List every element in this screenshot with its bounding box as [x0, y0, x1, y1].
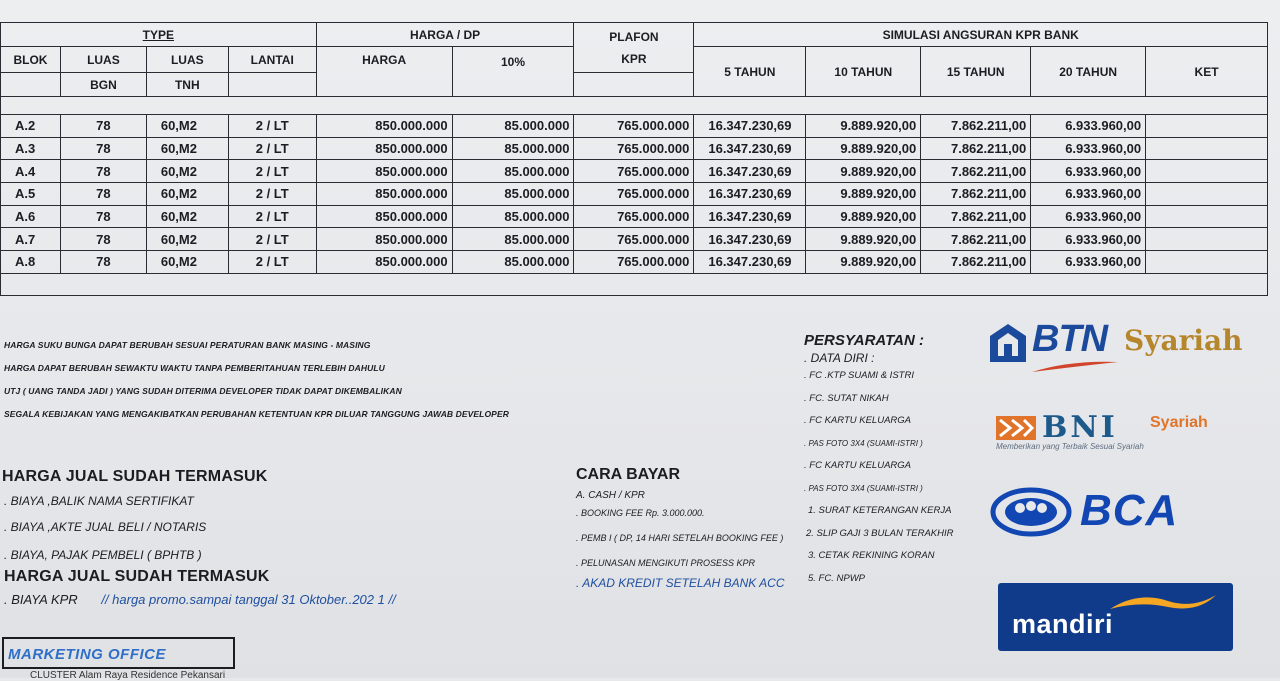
bca-wordmark: BCA: [1080, 486, 1179, 535]
note-item: SEGALA KEBIJAKAN YANG MENGAKIBATKAN PERUBAHAN KETENTUAN KPR DILUAR TANGGUNG JAWAB DEVELOPER: [4, 409, 509, 419]
table-cell: 7.862.211,00: [921, 251, 1031, 274]
table-cell: 60,M2: [146, 205, 228, 228]
requirement-item: . FC .KTP SUAMI & ISTRI: [804, 370, 914, 381]
cara-bayar: [576, 466, 785, 590]
included-list: [4, 488, 206, 568]
included-item: . BIAYA ,AKTE JUAL BELI / NOTARIS: [4, 520, 207, 534]
table-cell: 16.347.230,69: [694, 137, 806, 160]
table-cell: 85.000.000: [452, 137, 574, 160]
table-cell: A.8: [1, 251, 61, 274]
persyaratan-title: PERSYARATAN :: [804, 332, 924, 349]
tenor-15-header: 15 TAHUN: [921, 47, 1031, 97]
table-cell: 765.000.000: [574, 160, 694, 183]
promo-line: [4, 592, 396, 607]
requirement-item: 5. FC. NPWP: [808, 572, 866, 584]
table-cell: 765.000.000: [574, 205, 694, 228]
note-item: UTJ ( UANG TANDA JADI ) YANG SUDAH DITERIMA DEVELOPER TIDAK DAPAT DIKEMBALIKAN: [4, 386, 402, 396]
cara-bayar-akad: . AKAD KREDIT SETELAH BANK ACC: [576, 576, 785, 590]
btn-wordmark: BTN: [1032, 318, 1108, 360]
table-cell: 2 / LT: [228, 251, 316, 274]
requirement-item: . PAS FOTO 3X4 (SUAMI-ISTRI ): [804, 438, 923, 448]
table-cell: 6.933.960,00: [1031, 251, 1146, 274]
note-item: HARGA SUKU BUNGA DAPAT BERUBAH SESUAI PERATURAN BANK MASING - MASING: [4, 340, 371, 350]
table-cell: A.6: [1, 205, 61, 228]
table-cell: 16.347.230,69: [694, 228, 806, 251]
table-cell: 850.000.000: [316, 115, 452, 138]
included-item: . BIAYA, PAJAK PEMBELI ( BPHTB ): [4, 548, 202, 562]
type-header: TYPE: [1, 23, 317, 47]
table-cell: 60,M2: [146, 183, 228, 206]
simulasi-header: SIMULASI ANGSURAN KPR BANK: [694, 23, 1268, 47]
included-item: . BIAYA ,BALIK NAMA SERTIFIKAT: [4, 494, 194, 508]
bni-tagline: Memberikan yang Terbaik Sesuai Syariah: [996, 442, 1144, 451]
table-cell: 16.347.230,69: [694, 160, 806, 183]
table-cell: A.4: [1, 160, 61, 183]
table-row: [1, 160, 1268, 183]
table-cell: [1146, 251, 1268, 274]
table-cell: 9.889.920,00: [806, 228, 921, 251]
included-title-2: HARGA JUAL SUDAH TERMASUK: [4, 568, 270, 585]
table-cell: 78: [60, 115, 146, 138]
requirement-item: . FC. SUTAT NIKAH: [804, 392, 889, 404]
table-cell: [1146, 137, 1268, 160]
table-cell: [1146, 205, 1268, 228]
table-body: [1, 115, 1268, 274]
note-item: HARGA DAPAT BERUBAH SEWAKTU WAKTU TANPA PEMBERITAHUAN TERLEBIH DAHULU: [4, 363, 385, 373]
cara-bayar-item: . BOOKING FEE Rp. 3.000.000.: [576, 508, 705, 518]
table-cell: 7.862.211,00: [921, 205, 1031, 228]
table-cell: 85.000.000: [452, 115, 574, 138]
table-row: [1, 137, 1268, 160]
table-cell: 16.347.230,69: [694, 251, 806, 274]
table-cell: 85.000.000: [452, 205, 574, 228]
marketing-office-box: MARKETING OFFICE: [2, 637, 235, 669]
table-cell: 6.933.960,00: [1031, 205, 1146, 228]
table-cell: 78: [60, 183, 146, 206]
table-cell: 2 / LT: [228, 228, 316, 251]
table-cell: A.3: [1, 137, 61, 160]
tenor-5-header: 5 TAHUN: [694, 47, 806, 97]
table-cell: 765.000.000: [574, 137, 694, 160]
price-table: [0, 22, 1268, 296]
table-cell: 6.933.960,00: [1031, 160, 1146, 183]
table-cell: 9.889.920,00: [806, 115, 921, 138]
table-cell: 60,M2: [146, 251, 228, 274]
dp-header: 10%: [452, 47, 574, 97]
requirement-item: . FC KARTU KELUARGA: [804, 460, 911, 471]
table-row: [1, 115, 1268, 138]
table-cell: 60,M2: [146, 115, 228, 138]
table-cell: 850.000.000: [316, 160, 452, 183]
cara-bayar-item: . PEMB I ( DP, 14 HARI SETELAH BOOKING FEE ): [576, 533, 784, 543]
included-title: HARGA JUAL SUDAH TERMASUK: [2, 468, 268, 485]
table-cell: 850.000.000: [316, 251, 452, 274]
table-cell: 7.862.211,00: [921, 183, 1031, 206]
blok-header: BLOK: [1, 47, 61, 73]
table-cell: 60,M2: [146, 228, 228, 251]
table-cell: 60,M2: [146, 160, 228, 183]
table-cell: 2 / LT: [228, 205, 316, 228]
table-cell: 78: [60, 205, 146, 228]
btn-swoosh-icon: [1030, 360, 1120, 374]
table-row: [1, 228, 1268, 251]
luas-bgn-header: LUAS: [60, 47, 146, 73]
table-cell: A.5: [1, 183, 61, 206]
requirement-item: . FC KARTU KELUARGA: [804, 415, 911, 426]
table-cell: 2 / LT: [228, 160, 316, 183]
table-cell: 7.862.211,00: [921, 228, 1031, 251]
btn-syariah-wordmark: Syariah: [1124, 324, 1243, 357]
bgn-subheader: BGN: [60, 73, 146, 97]
table-cell: 765.000.000: [574, 115, 694, 138]
mandiri-logo: [998, 583, 1233, 651]
table-cell: [1146, 183, 1268, 206]
notes-list: [4, 334, 509, 426]
table-cell: A.2: [1, 115, 61, 138]
cara-bayar-item: . PELUNASAN MENGIKUTI PROSESS KPR: [576, 558, 756, 568]
table-cell: 78: [60, 228, 146, 251]
table-cell: 2 / LT: [228, 137, 316, 160]
table-cell: 85.000.000: [452, 160, 574, 183]
table-cell: 850.000.000: [316, 228, 452, 251]
plafon-header: PLAFON KPR: [574, 23, 694, 73]
tnh-subheader: TNH: [146, 73, 228, 97]
table-cell: 85.000.000: [452, 183, 574, 206]
mandiri-wordmark: mandiri: [1012, 609, 1114, 639]
table-cell: A.7: [1, 228, 61, 251]
requirement-item: . PAS FOTO 3X4 (SUAMI-ISTRI ): [804, 483, 923, 493]
persyaratan: [804, 332, 953, 590]
table-cell: 9.889.920,00: [806, 251, 921, 274]
data-diri-label: . DATA DIRI :: [804, 351, 875, 365]
table-cell: 6.933.960,00: [1031, 183, 1146, 206]
bni-syariah-wordmark: Syariah: [1150, 414, 1208, 431]
table-cell: 7.862.211,00: [921, 160, 1031, 183]
tenor-20-header: 20 TAHUN: [1031, 47, 1146, 97]
table-cell: 850.000.000: [316, 183, 452, 206]
bni-mark-icon: [996, 416, 1036, 440]
table-cell: 2 / LT: [228, 115, 316, 138]
table-cell: 78: [60, 251, 146, 274]
requirement-item: 2. SLIP GAJI 3 BULAN TERAKHIR: [806, 527, 954, 539]
table-cell: 850.000.000: [316, 205, 452, 228]
ket-header: KET: [1146, 47, 1268, 97]
table-cell: 60,M2: [146, 137, 228, 160]
bni-wordmark: BNI: [1042, 410, 1118, 445]
table-cell: 16.347.230,69: [694, 183, 806, 206]
cara-bayar-method: A. CASH / KPR: [576, 490, 645, 501]
cara-bayar-title: CARA BAYAR: [576, 466, 681, 483]
table-cell: 85.000.000: [452, 228, 574, 251]
table-cell: 9.889.920,00: [806, 160, 921, 183]
table-cell: [1146, 160, 1268, 183]
promo-text: // harga promo.sampai tanggal 31 Oktober..202 1 //: [101, 592, 396, 607]
table-cell: 6.933.960,00: [1031, 137, 1146, 160]
table-cell: 2 / LT: [228, 183, 316, 206]
table-cell: 16.347.230,69: [694, 205, 806, 228]
table-cell: 765.000.000: [574, 183, 694, 206]
table-cell: 850.000.000: [316, 137, 452, 160]
table-row: [1, 205, 1268, 228]
table-row: [1, 251, 1268, 274]
tenor-10-header: 10 TAHUN: [806, 47, 921, 97]
luas-tnh-header: LUAS: [146, 47, 228, 73]
harga-header: HARGA: [316, 47, 452, 97]
lantai-header: LANTAI: [228, 47, 316, 73]
table-cell: 85.000.000: [452, 251, 574, 274]
table-row: [1, 183, 1268, 206]
table-cell: 765.000.000: [574, 251, 694, 274]
table-cell: 78: [60, 160, 146, 183]
table-cell: 78: [60, 137, 146, 160]
harga-dp-header: HARGA / DP: [316, 23, 574, 47]
table-cell: [1146, 115, 1268, 138]
table-cell: 9.889.920,00: [806, 137, 921, 160]
btn-house-icon: [988, 322, 1028, 366]
requirement-item: 1. SURAT KETERANGAN KERJA: [808, 505, 952, 516]
table-cell: [1146, 228, 1268, 251]
table-cell: 765.000.000: [574, 228, 694, 251]
mandiri-wave-icon: [1108, 591, 1218, 613]
table-cell: 6.933.960,00: [1031, 228, 1146, 251]
requirement-item: 3. CETAK REKINING KORAN: [808, 550, 935, 561]
table-cell: 6.933.960,00: [1031, 115, 1146, 138]
header-row-1: [1, 23, 1268, 47]
kpr-fee: . BIAYA KPR: [4, 592, 78, 607]
cluster-text: CLUSTER Alam Raya Residence Pekansari: [30, 670, 226, 681]
table-cell: 9.889.920,00: [806, 183, 921, 206]
table-cell: 7.862.211,00: [921, 115, 1031, 138]
table-cell: 16.347.230,69: [694, 115, 806, 138]
table-cell: 9.889.920,00: [806, 205, 921, 228]
table-cell: 7.862.211,00: [921, 137, 1031, 160]
bca-emblem-icon: [990, 486, 1072, 538]
